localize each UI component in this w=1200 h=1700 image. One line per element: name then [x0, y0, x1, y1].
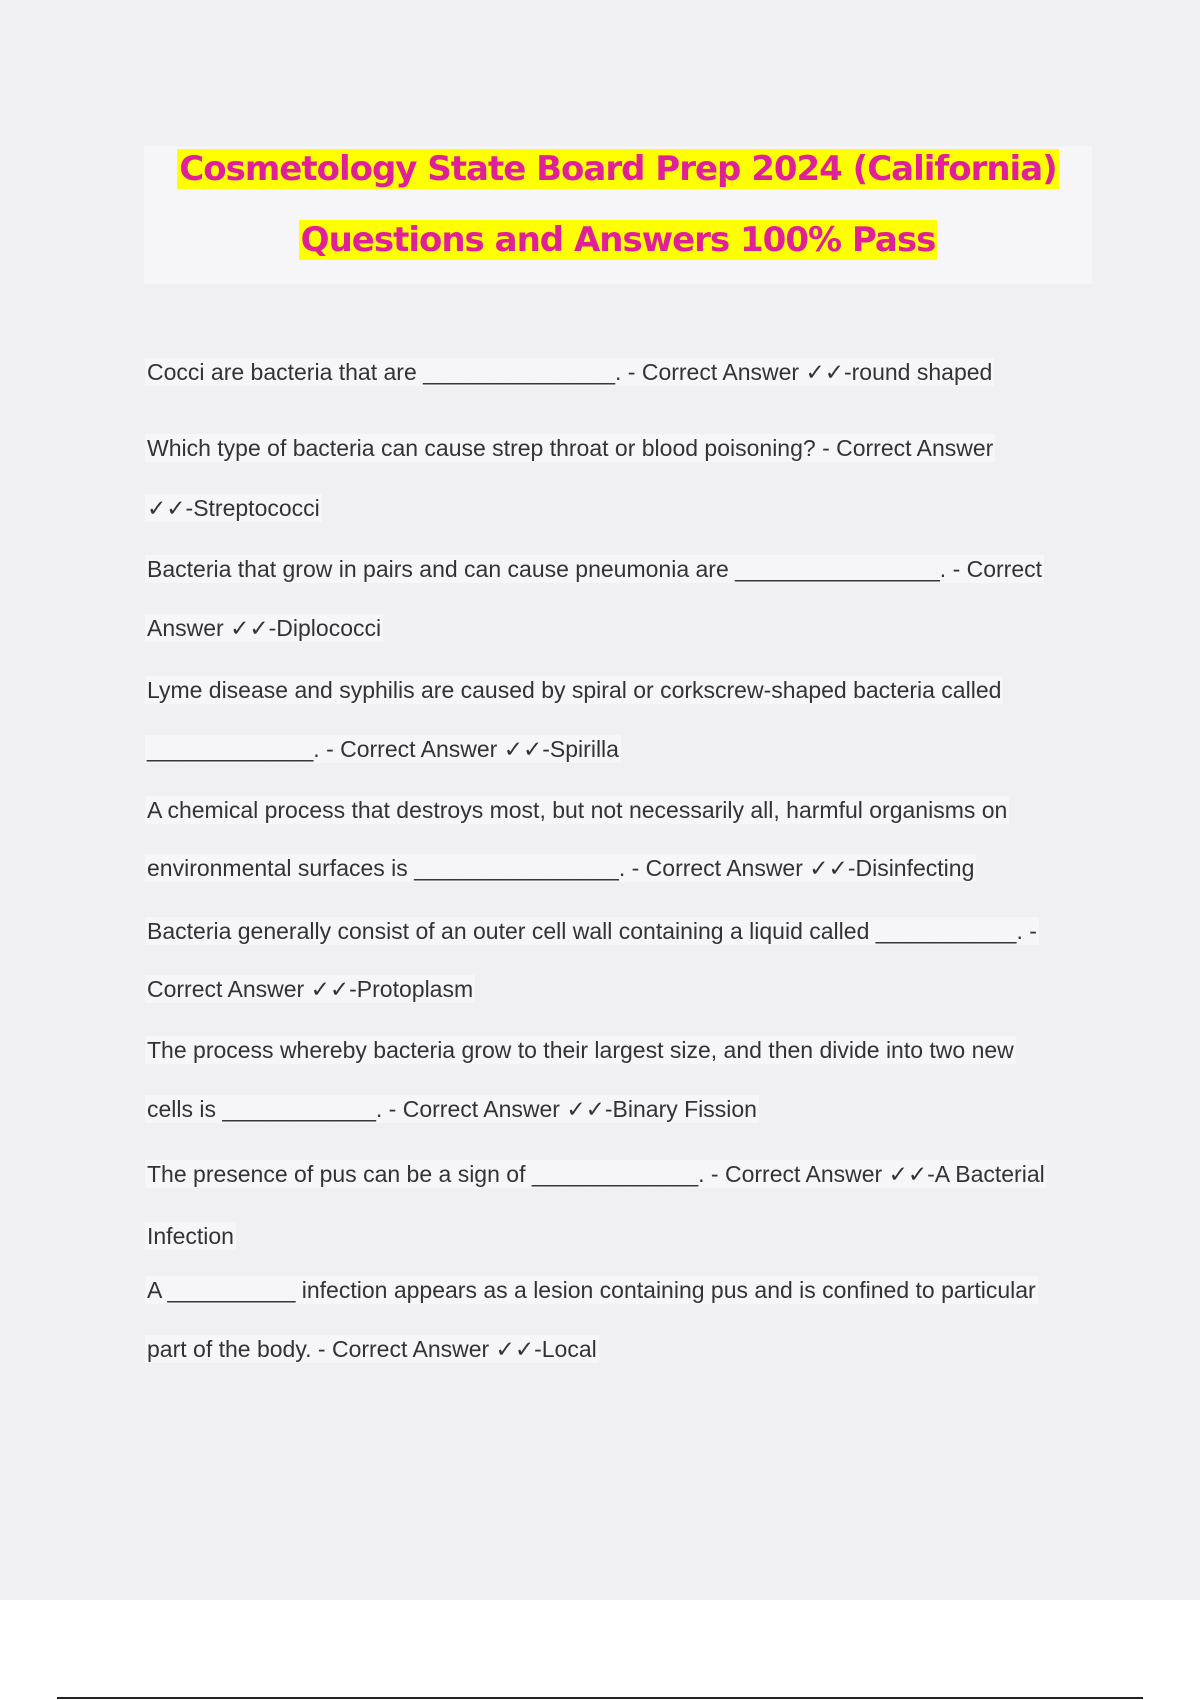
footer-divider: [57, 1697, 1143, 1699]
text-line: A __________ infection appears as a lesion containing pus and is confined to particular: [147, 1277, 1036, 1303]
text-line: part of the body. - Correct Answer ✓✓-Local: [147, 1336, 597, 1362]
text-line: Which type of bacteria can cause strep throat or blood poisoning? - Correct Answer: [147, 435, 994, 461]
title-block: [144, 146, 1092, 284]
text-line: Lyme disease and syphilis are caused by spiral or corkscrew-shaped bacteria called: [147, 677, 1002, 703]
title-line-1: Cosmetology State Board Prep 2024 (California): [179, 149, 1057, 189]
text-line: Cocci are bacteria that are _______________. - Correct Answer ✓✓-round shaped: [147, 359, 993, 385]
text-line: A chemical process that destroys most, but not necessarily all, harmful organisms on: [147, 797, 1008, 823]
text-line: Answer ✓✓-Diplococci: [147, 615, 382, 641]
text-line: ✓✓-Streptococci: [147, 495, 320, 521]
text-line: Bacteria generally consist of an outer cell wall containing a liquid called ___________. -: [147, 918, 1037, 944]
text-line: Correct Answer ✓✓-Protoplasm: [147, 976, 474, 1002]
text-line: The presence of pus can be a sign of _____________. - Correct Answer ✓✓-A Bacterial: [147, 1161, 1045, 1187]
text-line: environmental surfaces is ________________. - Correct Answer ✓✓-Disinfecting: [147, 855, 975, 881]
title-line-2: Questions and Answers 100% Pass: [300, 220, 936, 260]
text-line: Bacteria that grow in pairs and can cause pneumonia are ________________. - Correct: [147, 556, 1043, 582]
text-line: cells is ____________. - Correct Answer ✓✓-Binary Fission: [147, 1096, 757, 1122]
text-line: The process whereby bacteria grow to their largest size, and then divide into two new: [147, 1037, 1014, 1063]
text-line: Infection: [147, 1223, 234, 1249]
text-line: _____________. - Correct Answer ✓✓-Spirilla: [147, 736, 619, 762]
